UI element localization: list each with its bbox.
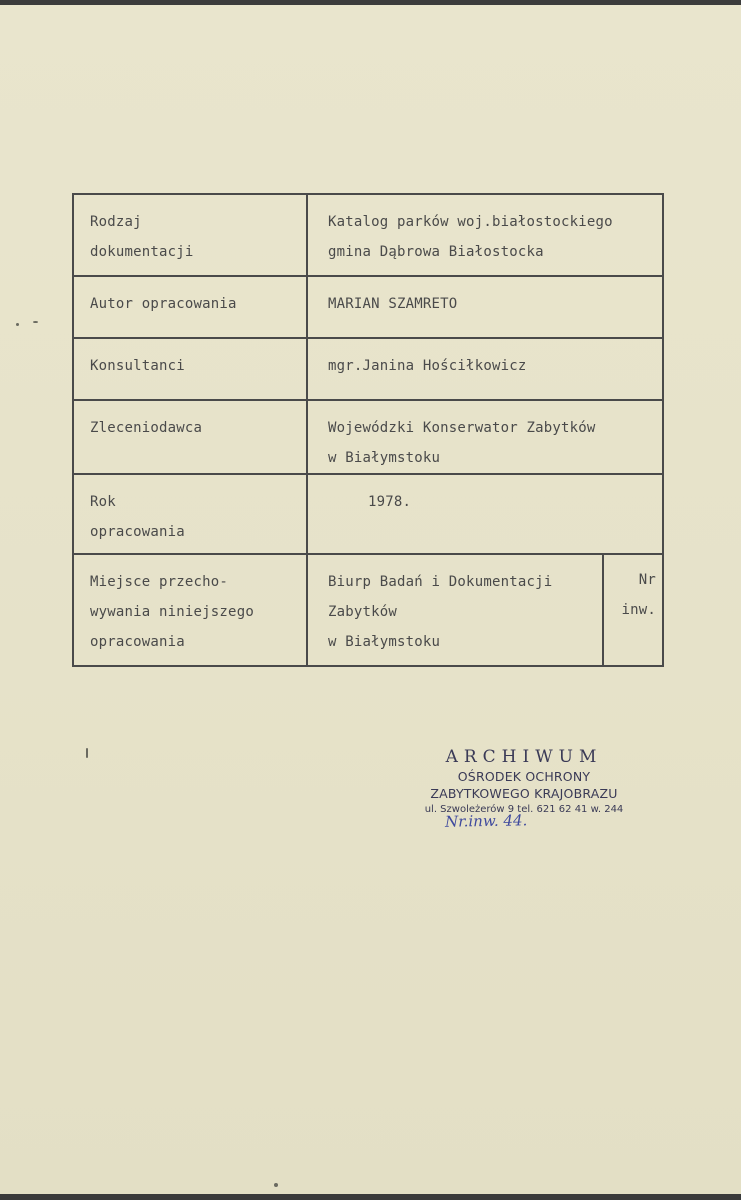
stamp-title: ARCHIWUM [445, 747, 603, 767]
row-consultants [73, 338, 663, 400]
value-documentation-type: Katalog parków woj.białostockiego gmina Dąbrowa Białostocka [307, 194, 663, 276]
scan-speck [16, 323, 19, 326]
row-storage-location [73, 554, 663, 666]
stamp-line-1: OŚRODEK OCHRONY [457, 769, 591, 784]
row-year [73, 474, 663, 554]
handwritten-inventory-number: Nr.inw. 44. [444, 811, 528, 831]
scan-speck [33, 321, 38, 323]
scan-bottom-edge [0, 1194, 741, 1200]
row-documentation-type [73, 194, 663, 276]
label-year: Rok opracowania [73, 474, 307, 554]
archive-stamp [414, 746, 634, 817]
label-author: Autor opracowania [73, 276, 307, 338]
stamp-line-2: ZABYTKOWEGO KRAJOBRAZU [430, 786, 618, 801]
stamp-address: ul. Szwoleżerów 9 tel. 621 62 41 w. 244 [424, 804, 624, 815]
label-commissioner: Zleceniodawca [73, 400, 307, 474]
row-author [73, 276, 663, 338]
label-storage-location: Miejsce przecho- wywania niniejszego opracowania [73, 554, 307, 666]
label-documentation-type: Rodzaj dokumentacji [73, 194, 307, 276]
documentation-table [72, 193, 664, 667]
value-author: MARIAN SZAMRETO [307, 276, 663, 338]
row-commissioner [73, 400, 663, 474]
label-consultants: Konsultanci [73, 338, 307, 400]
inventory-number-label: Nr inw. [603, 554, 663, 666]
value-year-cell [307, 474, 663, 554]
value-consultants: mgr.Janina Hościłkowicz [307, 338, 663, 400]
value-year: 1978. [368, 494, 412, 510]
scan-speck [86, 748, 88, 758]
scan-speck [274, 1183, 278, 1187]
value-commissioner: Wojewódzki Konserwator Zabytków w Białymstoku [307, 400, 663, 474]
value-storage-location: Biurp Badań i Dokumentacji Zabytków w Białymstoku [307, 554, 603, 666]
